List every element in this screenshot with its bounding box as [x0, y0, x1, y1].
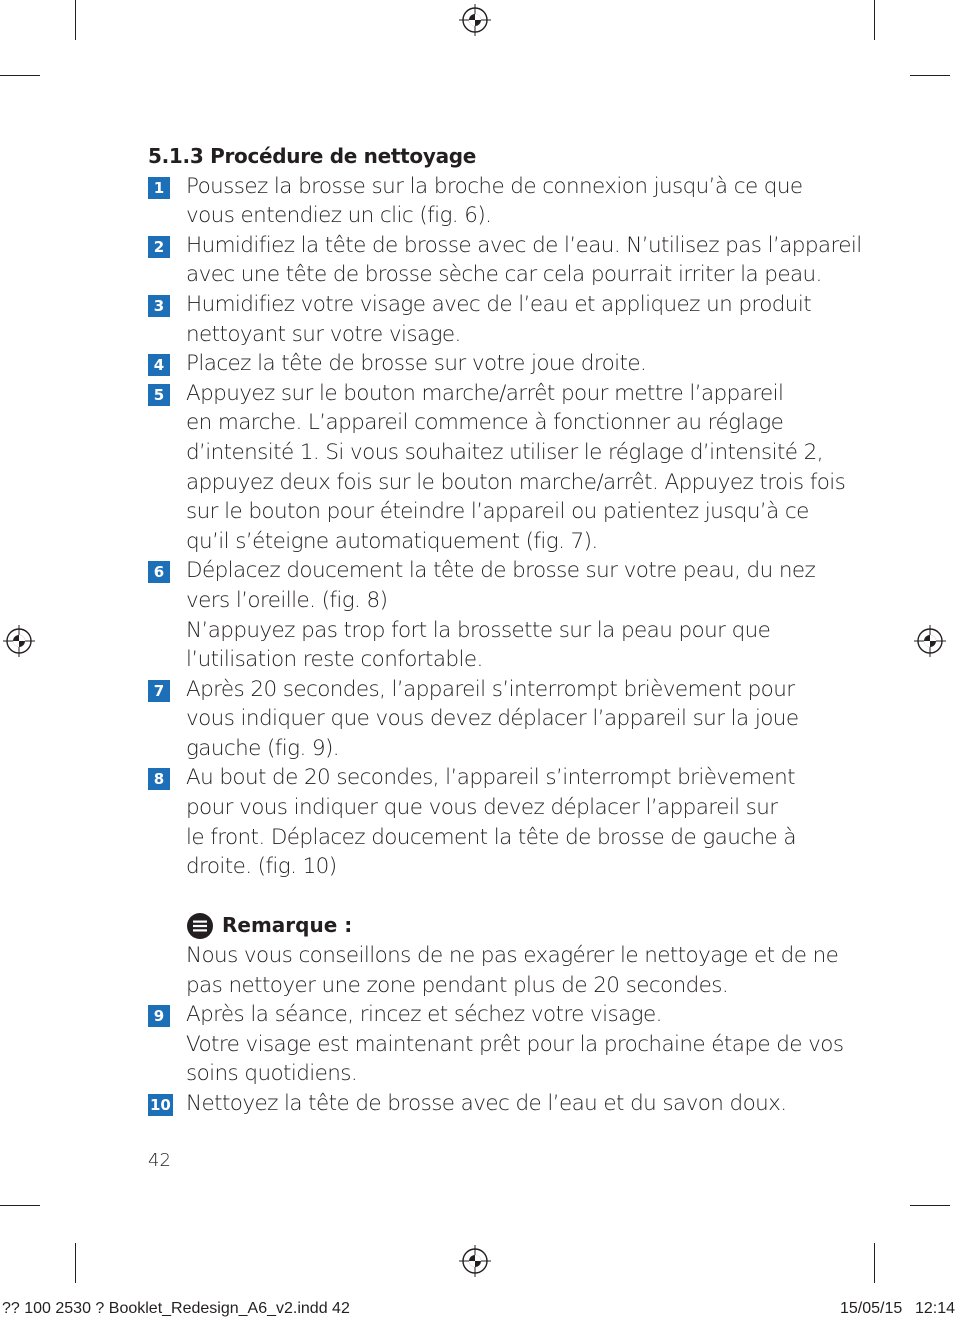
step-text-line: N’appuyez pas trop fort la brossette sur la peau pour que — [186, 617, 771, 643]
step-text-line: pour vous indiquer que vous devez déplacer l’appareil sur — [186, 795, 778, 821]
step-text-line: Après la séance, rincez et séchez votre visage. — [186, 1002, 662, 1028]
page-number: 42 — [148, 1150, 171, 1171]
step-text-line: Placez la tête de brosse sur votre joue droite. — [186, 351, 647, 377]
crop-mark — [874, 0, 875, 40]
step-text-line: vers l’oreille. (fig. 8) — [186, 587, 388, 613]
step-number-badge: 7 — [148, 680, 170, 702]
step-number-badge: 3 — [148, 295, 170, 317]
step-text-line: l’utilisation reste confortable. — [186, 647, 483, 673]
print-slug: ?? 100 2530 ? Booklet_Redesign_A6_v2.indd 42 — [2, 1300, 350, 1317]
step-number-badge: 9 — [148, 1005, 170, 1027]
steps-list — [148, 1000, 844, 1118]
registration-mark-icon — [459, 1245, 491, 1277]
step-number-badge: 8 — [148, 768, 170, 790]
crop-mark — [0, 1205, 40, 1206]
step-text-line: Après 20 secondes, l’appareil s’interrompt brièvement pour — [186, 676, 795, 702]
step-text-line: Nettoyez la tête de brosse avec de l’eau et du savon doux. — [186, 1091, 787, 1116]
steps-list — [148, 172, 862, 882]
step-text-line: Déplacez doucement la tête de brosse sur votre peau, du nez — [186, 558, 816, 584]
registration-mark-icon — [3, 625, 35, 657]
step-item — [148, 231, 862, 290]
print-slug-time: 12:14 — [915, 1300, 955, 1317]
step-text-line: Votre visage est maintenant prêt pour la prochaine étape de vos — [186, 1031, 844, 1057]
step-number-badge: 5 — [148, 384, 170, 406]
step-text-line: nettoyant sur votre visage. — [186, 321, 461, 347]
step-item — [148, 379, 846, 557]
crop-mark — [874, 1243, 875, 1283]
note-heading — [148, 911, 818, 941]
step-item — [148, 349, 818, 379]
step-number-badge: 10 — [150, 1096, 171, 1114]
step-text-line: le front. Déplacez doucement la tête de brosse de gauche à — [186, 824, 796, 850]
step-text-line: Humidifiez la tête de brosse avec de l’eau. N’utilisez pas l’appareil — [186, 232, 862, 258]
step-text-line: qu’il s’éteigne automatiquement (fig. 7). — [186, 528, 598, 554]
step-number-badge: 4 — [148, 354, 170, 376]
step-text-line: Appuyez sur le bouton marche/arrêt pour mettre l’appareil — [186, 380, 784, 406]
section-heading: 5.1.3 Procédure de nettoyage — [148, 144, 477, 168]
step-text-line: d’intensité 1. Si vous souhaitez utiliser le réglage d’intensité 2, — [186, 439, 823, 465]
step-text-line: avec une tête de brosse sèche car cela pourrait irriter la peau. — [186, 262, 822, 288]
note-title: Remarque : — [222, 913, 353, 938]
registration-mark-icon — [459, 4, 491, 36]
step-text-line: appuyez deux fois sur le bouton marche/arrêt. Appuyez trois fois — [186, 469, 846, 495]
step-item — [148, 290, 818, 349]
note-icon — [186, 912, 214, 940]
page-content — [148, 142, 862, 1119]
step-item — [148, 1089, 818, 1119]
step-text-line: soins quotidiens. — [186, 1061, 358, 1087]
crop-mark — [75, 1243, 76, 1283]
step-item — [148, 172, 818, 231]
step-item — [148, 1000, 844, 1089]
step-text-line: Poussez la brosse sur la broche de connexion jusqu’à ce que — [186, 173, 803, 199]
note-line: pas nettoyer une zone pendant plus de 20 secondes. — [186, 972, 729, 998]
step-text-line: Humidifiez votre visage avec de l’eau et appliquez un produit — [186, 291, 812, 317]
crop-mark — [0, 75, 40, 76]
step-item — [148, 675, 818, 764]
crop-mark — [910, 1205, 950, 1206]
step-text-line: vous indiquer que vous devez déplacer l’appareil sur la joue — [186, 706, 799, 732]
step-text-line: Au bout de 20 secondes, l’appareil s’interrompt brièvement — [186, 765, 795, 791]
note-text — [148, 941, 839, 1000]
step-number-badge: 6 — [148, 561, 170, 583]
step-item — [148, 763, 818, 881]
step-text-line: droite. (fig. 10) — [186, 854, 337, 880]
registration-mark-icon — [914, 625, 946, 657]
note-line: Nous vous conseillons de ne pas exagérer le nettoyage et de ne — [186, 943, 839, 969]
step-text-line: gauche (fig. 9). — [186, 735, 340, 761]
crop-mark — [75, 0, 76, 40]
spacer — [148, 882, 818, 912]
step-text-line: en marche. L’appareil commence à fonctionner au réglage — [186, 410, 784, 436]
step-number-badge: 2 — [148, 236, 170, 258]
step-text-line: vous entendiez un clic (fig. 6). — [186, 203, 492, 229]
step-number-badge: 1 — [148, 177, 170, 199]
print-slug-date: 15/05/15 — [840, 1300, 903, 1317]
step-item — [148, 556, 818, 674]
step-text-line: sur le bouton pour éteindre l’appareil ou patientez jusqu’à ce — [186, 499, 809, 525]
crop-mark — [910, 75, 950, 76]
